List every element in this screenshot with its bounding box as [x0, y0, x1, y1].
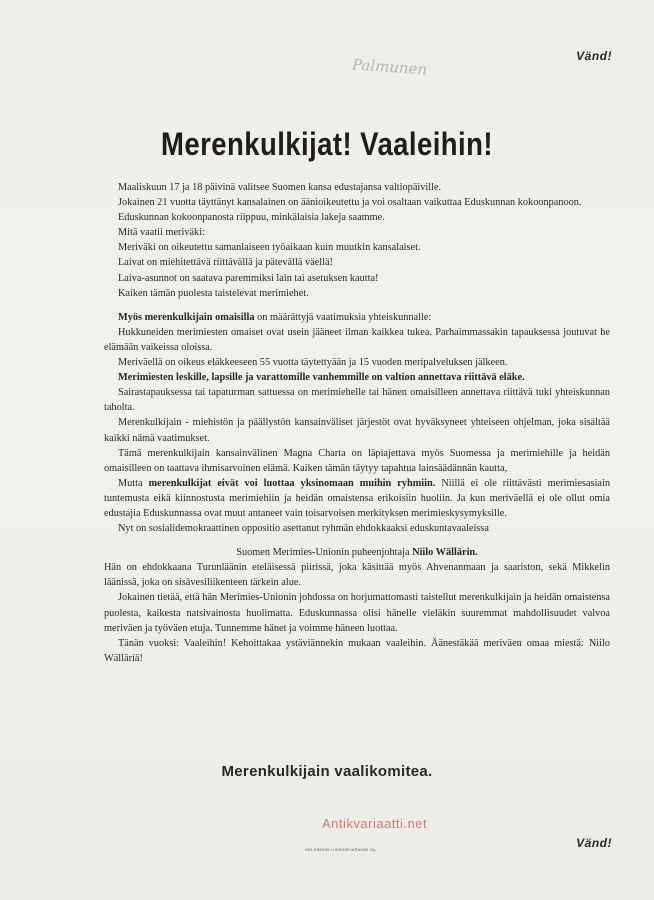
paragraph-text: on määrättyjä vaatimuksia yhteiskunnalle: [254, 311, 432, 323]
paragraph: Mitä vaatii meriväki: [118, 227, 205, 239]
signature: Merenkulkijain vaalikomitea. [221, 763, 433, 780]
paragraph: Kaiken tämän puolesta taistelevat merimiehet. [118, 287, 309, 299]
paragraph: Tämä merenkulkijain kansainvälinen Magna Charta on läpiajettava myös Suomessa ja merimiehille ja heidän omaisilleen on taattava ihmisarvoinen elämä. Kaiken tämän täytyy tapahtua lainsäädännän kautta, [104, 447, 610, 474]
turn-over-note-bottom: Vänd! [576, 836, 612, 850]
leaflet-body [104, 180, 610, 666]
paragraph: Jokainen 21 vuotta täyttänyt kansalainen on äänioikeutettu ja voi osaltaan vaikuttaa Eduskunnan kokoonpanoon. [118, 197, 582, 209]
bold-phrase: merenkulkijat eivät voi luottaa yksinomaan muihin ryhmiin. [148, 477, 436, 489]
paragraph: Hukkuneiden merimiesten omaiset ovat usein jääneet ilman kaikkea tukea. Parhaimmassakin tapauksessa joutuvat he elämään vaikeissa oloissa. [104, 326, 610, 353]
paragraph-text: Suomen Merimies-Unionin puheenjohtaja [236, 547, 413, 559]
paragraph: Meriväellä on oikeus eläkkeeseen 55 vuotta täytettyään ja 15 vuoden meripalveluksen jälkeen. [118, 357, 508, 369]
turn-over-note-top: Vänd! [576, 49, 612, 63]
paragraph: Eduskunnan kokoonpanosta riippuu, minkälaisia lakeja saamme. [118, 212, 385, 224]
pencil-annotation: Palmunen [351, 55, 428, 79]
paragraph: Meriväki on oikeutettu samanlaiseen työaikaan kuin muutkin kansalaiset. [118, 242, 421, 254]
printer-imprint: HELSINGIN LIIKEKIRJAPAINO Oy [305, 847, 376, 852]
paragraph: Jokainen tietää, että hän Merimies-Unionin johdossa on horjumattomasti taistellut merenkulkijain ja heidän omaistensa puolesta, kaikesta natsivainosta huolimatta. Eduskunnassa olisi hänelle vieläkin suuremmat mahdollisuudet valvoa meriväen ja työväen etuja. Tunnemme hänet ja voimme häneen luottaa. [104, 592, 610, 634]
candidate-name: Niilo Wällärin. [412, 547, 478, 559]
paragraph [104, 476, 610, 521]
paragraph: Merenkulkijain - miehistön ja päällystön kansainväliset järjestöt ovat hyväksyneet yhteiseen ohjelman, joka sisältää kaikki nämä vaatimukset. [104, 417, 610, 444]
paragraph: Sairastapauksessa tai tapaturman sattuessa on merimiehelle tai hänen omaisilleen annettava riittävä tuki yhteiskunnan taholta. [104, 387, 610, 414]
paragraph: Laivat on miehitettävä riittävällä ja pätevällä väellä! [118, 257, 333, 269]
paragraph: Tänän vuoksi: Vaaleihin! Kehoittakaa ystäviännekin mukaan vaaleihin. Äänestäkää meriväen omaa miestä: Niilo Wälläriä! [104, 637, 610, 664]
bold-paragraph: Merimiesten leskille, lapsille ja varattomille vanhemmille on valtion annettava riittävä eläke. [118, 372, 525, 384]
paragraph: Laiva-asunnot on saatava paremmiksi lain tai asetuksen kautta! [118, 272, 379, 284]
paragraph-text: Mutta [118, 477, 149, 489]
paragraph [104, 370, 610, 385]
paragraph [104, 310, 610, 325]
paragraph-text: Niillä ei ole riittävästi merimiesasiain tuntemusta eikä kiinnostusta merimiehiin ja heidän omaistensa erikoisiin huoliin. Ja kun meriväellä ei ole ollut omia edustajia Eduskunnassa ovat muut antaneet vain toisarvoisen merkityksen merimieskysymyksille. [104, 477, 611, 519]
leaflet-title: Merenkulkijat! Vaaleihin! [161, 126, 493, 162]
paragraph: Maaliskuun 17 ja 18 päivinä valitsee Suomen kansa edustajansa valtiopäiville. [118, 182, 442, 193]
bold-lead: Myös merenkulkijain omaisilla [118, 311, 255, 323]
paragraph: Hän on ehdokkaana Turunläänin eteläisessä piirissä, joka käsittää myös Ahvenanmaan ja saariston, sekä Mikkelin läänissä, joka on sisävesiliikenteen tärkein alue. [104, 562, 610, 589]
candidate-line [104, 545, 610, 560]
paragraph: Nyt on sosialidemokraattinen oppositio asettanut ryhmän ehdokkaaksi eduskuntavaaleissa [118, 523, 489, 535]
watermark: Antikvariaatti.net [322, 816, 428, 831]
